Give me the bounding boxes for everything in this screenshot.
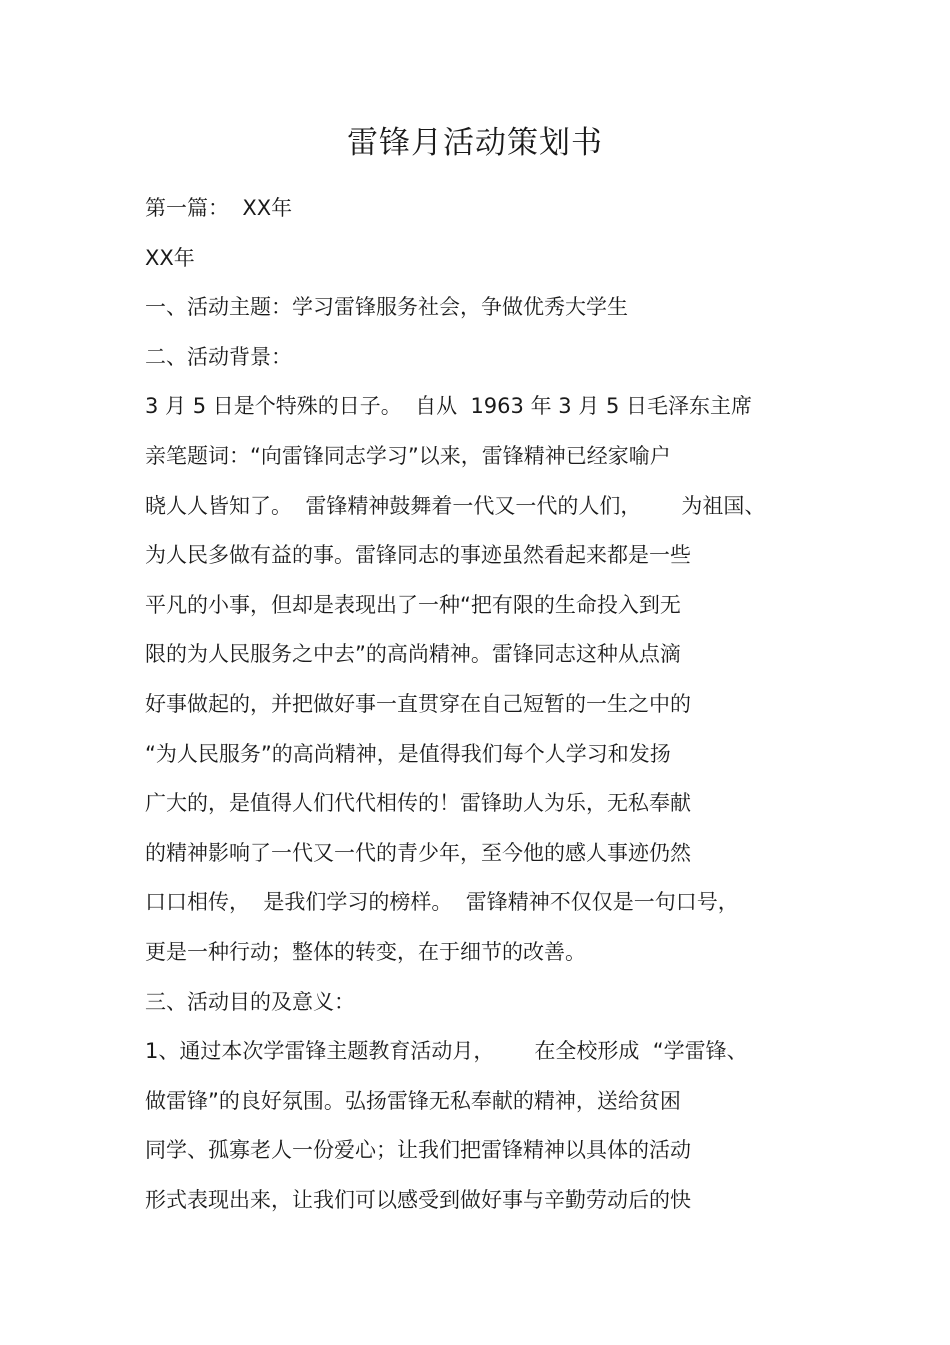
body-line: 限的为人民服务之中去”的高尚精神。雷锋同志这种从点滴 xyxy=(145,642,681,667)
body-line: 好事做起的，并把做好事一直贯穿在自己短暂的一生之中的 xyxy=(145,691,691,716)
body-line: 同学、孤寡老人一份爱心；让我们把雷锋精神以具体的活动 xyxy=(145,1138,691,1163)
body-line: “为人民服务”的高尚精神，是值得我们每个人学习和发扬 xyxy=(145,741,671,766)
body-line: 第一篇： XX年 xyxy=(145,196,293,220)
body-line: 广大的，是值得人们代代相传的！雷锋助人为乐，无私奉献 xyxy=(145,791,691,816)
body-line: 为人民多做有益的事。雷锋同志的事迹虽然看起来都是一些 xyxy=(145,543,691,568)
body-line: 1、通过本次学雷锋主题教育活动月， 在全校形成 “学雷锋、 xyxy=(145,1039,748,1064)
body-line: 三、活动目的及意义： xyxy=(145,989,355,1014)
body-line: 平凡的小事，但却是表现出了一种“把有限的生命投入到无 xyxy=(145,592,681,617)
body-line: 口口相传， 是我们学习的榜样。 雷锋精神不仅仅是一句口号， xyxy=(145,890,739,915)
body-line: 3 月 5 日是个特殊的日子。 自从 1963 年 3 月 5 日毛泽东主席 xyxy=(145,394,752,419)
body-line: 晓人人皆知了。 雷锋精神鼓舞着一代又一代的人们， 为祖国、 xyxy=(145,493,766,518)
body-line: 一、活动主题：学习雷锋服务社会，争做优秀大学生 xyxy=(145,295,628,320)
body-line: 的精神影响了一代又一代的青少年，至今他的感人事迹仍然 xyxy=(145,840,691,865)
body-line: 做雷锋”的良好氛围。弘扬雷锋无私奉献的精神，送给贫困 xyxy=(145,1088,681,1113)
document-title: 雷锋月活动策划书 xyxy=(347,125,603,161)
document-body xyxy=(145,184,845,1225)
body-line: 二、活动背景： xyxy=(145,344,292,369)
body-line: 更是一种行动；整体的转变，在于细节的改善。 xyxy=(145,939,586,964)
body-line: 形式表现出来，让我们可以感受到做好事与辛勤劳动后的快 xyxy=(145,1187,691,1212)
body-line: XX年 xyxy=(145,245,195,270)
body-line: 亲笔题词：“向雷锋同志学习”以来，雷锋精神已经家喻户 xyxy=(145,443,671,468)
